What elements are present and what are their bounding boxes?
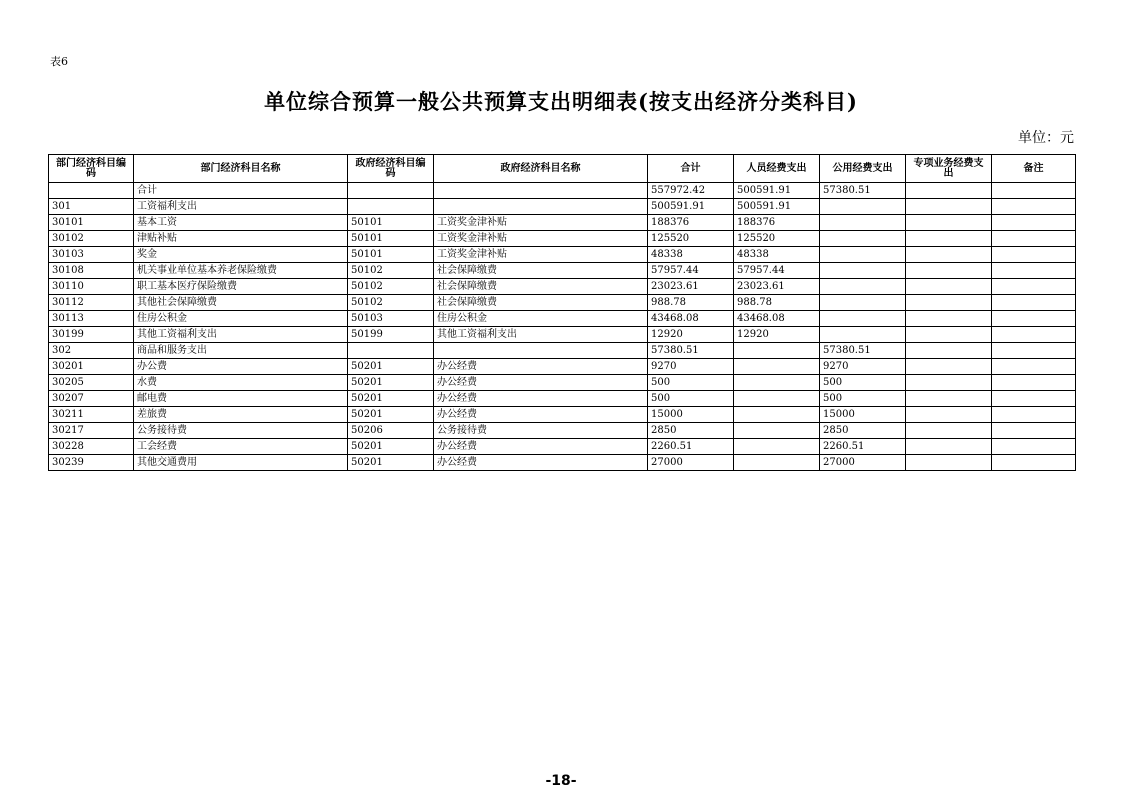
cell-dept-code: 30201 [49, 359, 134, 375]
cell-dept-code: 30113 [49, 311, 134, 327]
cell-dept-name: 基本工资 [134, 215, 348, 231]
cell-public [820, 279, 906, 295]
cell-gov-name: 社会保障缴费 [434, 263, 648, 279]
cell-special [906, 199, 992, 215]
cell-total: 125520 [648, 231, 734, 247]
cell-gov-code: 50206 [348, 423, 434, 439]
table-row [49, 391, 1076, 407]
cell-note [992, 215, 1076, 231]
cell-dept-code: 301 [49, 199, 134, 215]
column-header-special: 专项业务经费支出 [906, 155, 992, 183]
cell-total: 188376 [648, 215, 734, 231]
cell-dept-name: 合计 [134, 183, 348, 199]
cell-total: 2850 [648, 423, 734, 439]
table-row [49, 231, 1076, 247]
cell-dept-code: 302 [49, 343, 134, 359]
column-header-dept-name: 部门经济科目名称 [134, 155, 348, 183]
cell-public [820, 327, 906, 343]
cell-total: 9270 [648, 359, 734, 375]
cell-gov-name [434, 199, 648, 215]
cell-dept-name: 其他社会保障缴费 [134, 295, 348, 311]
cell-public: 2260.51 [820, 439, 906, 455]
cell-gov-code: 50101 [348, 231, 434, 247]
cell-personnel: 988.78 [734, 295, 820, 311]
cell-gov-code: 50201 [348, 439, 434, 455]
cell-dept-name: 工会经费 [134, 439, 348, 455]
cell-dept-name: 差旅费 [134, 407, 348, 423]
cell-gov-name: 办公经费 [434, 375, 648, 391]
cell-gov-code [348, 199, 434, 215]
table-row [49, 327, 1076, 343]
cell-special [906, 311, 992, 327]
cell-public [820, 311, 906, 327]
cell-public: 27000 [820, 455, 906, 471]
cell-total: 48338 [648, 247, 734, 263]
cell-dept-name: 住房公积金 [134, 311, 348, 327]
cell-special [906, 295, 992, 311]
cell-note [992, 247, 1076, 263]
column-header-public: 公用经费支出 [820, 155, 906, 183]
cell-gov-name: 办公经费 [434, 455, 648, 471]
cell-personnel [734, 407, 820, 423]
cell-gov-code: 50201 [348, 407, 434, 423]
cell-special [906, 263, 992, 279]
cell-personnel [734, 439, 820, 455]
cell-gov-name: 社会保障缴费 [434, 295, 648, 311]
cell-dept-name: 奖金 [134, 247, 348, 263]
cell-personnel: 500591.91 [734, 183, 820, 199]
column-header-total: 合计 [648, 155, 734, 183]
cell-public: 2850 [820, 423, 906, 439]
cell-gov-name: 工资奖金津补贴 [434, 215, 648, 231]
cell-note [992, 263, 1076, 279]
cell-personnel: 500591.91 [734, 199, 820, 215]
cell-gov-name [434, 183, 648, 199]
table-row [49, 215, 1076, 231]
cell-special [906, 247, 992, 263]
cell-gov-code: 50102 [348, 263, 434, 279]
table-row [49, 343, 1076, 359]
cell-gov-code: 50102 [348, 279, 434, 295]
cell-personnel: 57957.44 [734, 263, 820, 279]
cell-note [992, 391, 1076, 407]
cell-special [906, 407, 992, 423]
column-header-gov-code: 政府经济科目编码 [348, 155, 434, 183]
cell-dept-code: 30102 [49, 231, 134, 247]
table-row [49, 311, 1076, 327]
table-row [49, 183, 1076, 199]
cell-public [820, 295, 906, 311]
cell-gov-code: 50201 [348, 455, 434, 471]
cell-dept-code: 30217 [49, 423, 134, 439]
cell-dept-code: 30211 [49, 407, 134, 423]
cell-gov-code: 50201 [348, 359, 434, 375]
cell-gov-code: 50102 [348, 295, 434, 311]
table-row [49, 439, 1076, 455]
column-header-gov-name: 政府经济科目名称 [434, 155, 648, 183]
cell-total: 500 [648, 375, 734, 391]
cell-public [820, 199, 906, 215]
cell-public [820, 263, 906, 279]
table-row [49, 279, 1076, 295]
cell-note [992, 183, 1076, 199]
cell-gov-code: 50101 [348, 247, 434, 263]
cell-total: 12920 [648, 327, 734, 343]
cell-note [992, 375, 1076, 391]
cell-public: 9270 [820, 359, 906, 375]
cell-dept-name: 公务接待费 [134, 423, 348, 439]
cell-dept-name: 工资福利支出 [134, 199, 348, 215]
page-title: 单位综合预算一般公共预算支出明细表(按支出经济分类科目) [264, 89, 858, 114]
cell-special [906, 439, 992, 455]
cell-note [992, 279, 1076, 295]
cell-special [906, 343, 992, 359]
cell-special [906, 423, 992, 439]
cell-note [992, 295, 1076, 311]
cell-special [906, 279, 992, 295]
cell-gov-name: 工资奖金津补贴 [434, 231, 648, 247]
cell-personnel [734, 455, 820, 471]
cell-dept-name: 机关事业单位基本养老保险缴费 [134, 263, 348, 279]
cell-dept-name: 其他交通费用 [134, 455, 348, 471]
cell-note [992, 231, 1076, 247]
column-header-dept-code: 部门经济科目编码 [49, 155, 134, 183]
cell-personnel: 188376 [734, 215, 820, 231]
table-row [49, 359, 1076, 375]
budget-expenditure-table [48, 154, 1076, 471]
cell-public: 57380.51 [820, 343, 906, 359]
cell-total: 23023.61 [648, 279, 734, 295]
cell-dept-code: 30207 [49, 391, 134, 407]
cell-gov-name: 工资奖金津补贴 [434, 247, 648, 263]
table-row [49, 407, 1076, 423]
cell-special [906, 327, 992, 343]
cell-public: 500 [820, 391, 906, 407]
table-row [49, 247, 1076, 263]
cell-public: 500 [820, 375, 906, 391]
cell-dept-name: 津贴补贴 [134, 231, 348, 247]
table-row [49, 263, 1076, 279]
cell-total: 500591.91 [648, 199, 734, 215]
cell-gov-name: 办公经费 [434, 391, 648, 407]
cell-dept-code: 30228 [49, 439, 134, 455]
cell-dept-code: 30199 [49, 327, 134, 343]
cell-gov-code: 50103 [348, 311, 434, 327]
cell-personnel [734, 375, 820, 391]
column-header-note: 备注 [992, 155, 1076, 183]
table-number-label: 表6 [50, 55, 68, 68]
cell-total: 557972.42 [648, 183, 734, 199]
cell-gov-name [434, 343, 648, 359]
table-row [49, 295, 1076, 311]
cell-note [992, 455, 1076, 471]
cell-total: 43468.08 [648, 311, 734, 327]
column-header-personnel: 人员经费支出 [734, 155, 820, 183]
cell-gov-name: 办公经费 [434, 359, 648, 375]
cell-total: 500 [648, 391, 734, 407]
table-row [49, 423, 1076, 439]
cell-gov-code [348, 183, 434, 199]
cell-dept-name: 商品和服务支出 [134, 343, 348, 359]
cell-note [992, 327, 1076, 343]
unit-label: 单位：元 [1018, 130, 1074, 146]
cell-personnel: 48338 [734, 247, 820, 263]
cell-special [906, 183, 992, 199]
cell-dept-code: 30103 [49, 247, 134, 263]
cell-total: 988.78 [648, 295, 734, 311]
cell-special [906, 455, 992, 471]
cell-dept-code: 30205 [49, 375, 134, 391]
cell-dept-code: 30239 [49, 455, 134, 471]
cell-gov-code: 50199 [348, 327, 434, 343]
cell-gov-name: 公务接待费 [434, 423, 648, 439]
cell-note [992, 407, 1076, 423]
cell-personnel: 43468.08 [734, 311, 820, 327]
cell-public [820, 247, 906, 263]
cell-note [992, 359, 1076, 375]
cell-dept-name: 邮电费 [134, 391, 348, 407]
cell-total: 57957.44 [648, 263, 734, 279]
cell-public: 57380.51 [820, 183, 906, 199]
cell-public [820, 215, 906, 231]
cell-special [906, 215, 992, 231]
cell-personnel [734, 391, 820, 407]
cell-dept-name: 水费 [134, 375, 348, 391]
cell-note [992, 311, 1076, 327]
cell-dept-code: 30108 [49, 263, 134, 279]
cell-special [906, 391, 992, 407]
cell-note [992, 423, 1076, 439]
cell-gov-name: 其他工资福利支出 [434, 327, 648, 343]
table-row [49, 199, 1076, 215]
cell-special [906, 359, 992, 375]
cell-personnel: 23023.61 [734, 279, 820, 295]
cell-gov-code [348, 343, 434, 359]
cell-gov-code: 50201 [348, 375, 434, 391]
cell-public: 15000 [820, 407, 906, 423]
cell-total: 27000 [648, 455, 734, 471]
cell-dept-name: 办公费 [134, 359, 348, 375]
cell-gov-name: 办公经费 [434, 439, 648, 455]
cell-personnel [734, 343, 820, 359]
cell-gov-code: 50101 [348, 215, 434, 231]
cell-gov-name: 住房公积金 [434, 311, 648, 327]
cell-special [906, 231, 992, 247]
cell-gov-name: 社会保障缴费 [434, 279, 648, 295]
cell-gov-code: 50201 [348, 391, 434, 407]
table-row [49, 455, 1076, 471]
cell-gov-name: 办公经费 [434, 407, 648, 423]
cell-dept-code: 30101 [49, 215, 134, 231]
cell-total: 57380.51 [648, 343, 734, 359]
page-number: -18- [545, 773, 577, 789]
cell-dept-name: 其他工资福利支出 [134, 327, 348, 343]
cell-total: 15000 [648, 407, 734, 423]
cell-note [992, 343, 1076, 359]
cell-personnel: 125520 [734, 231, 820, 247]
table-body [49, 183, 1076, 471]
cell-personnel [734, 423, 820, 439]
cell-personnel [734, 359, 820, 375]
cell-note [992, 439, 1076, 455]
table-row [49, 375, 1076, 391]
cell-public [820, 231, 906, 247]
cell-total: 2260.51 [648, 439, 734, 455]
cell-dept-code: 30112 [49, 295, 134, 311]
cell-note [992, 199, 1076, 215]
cell-special [906, 375, 992, 391]
cell-dept-code [49, 183, 134, 199]
cell-personnel: 12920 [734, 327, 820, 343]
cell-dept-name: 职工基本医疗保险缴费 [134, 279, 348, 295]
cell-dept-code: 30110 [49, 279, 134, 295]
table-header-row [49, 155, 1076, 183]
